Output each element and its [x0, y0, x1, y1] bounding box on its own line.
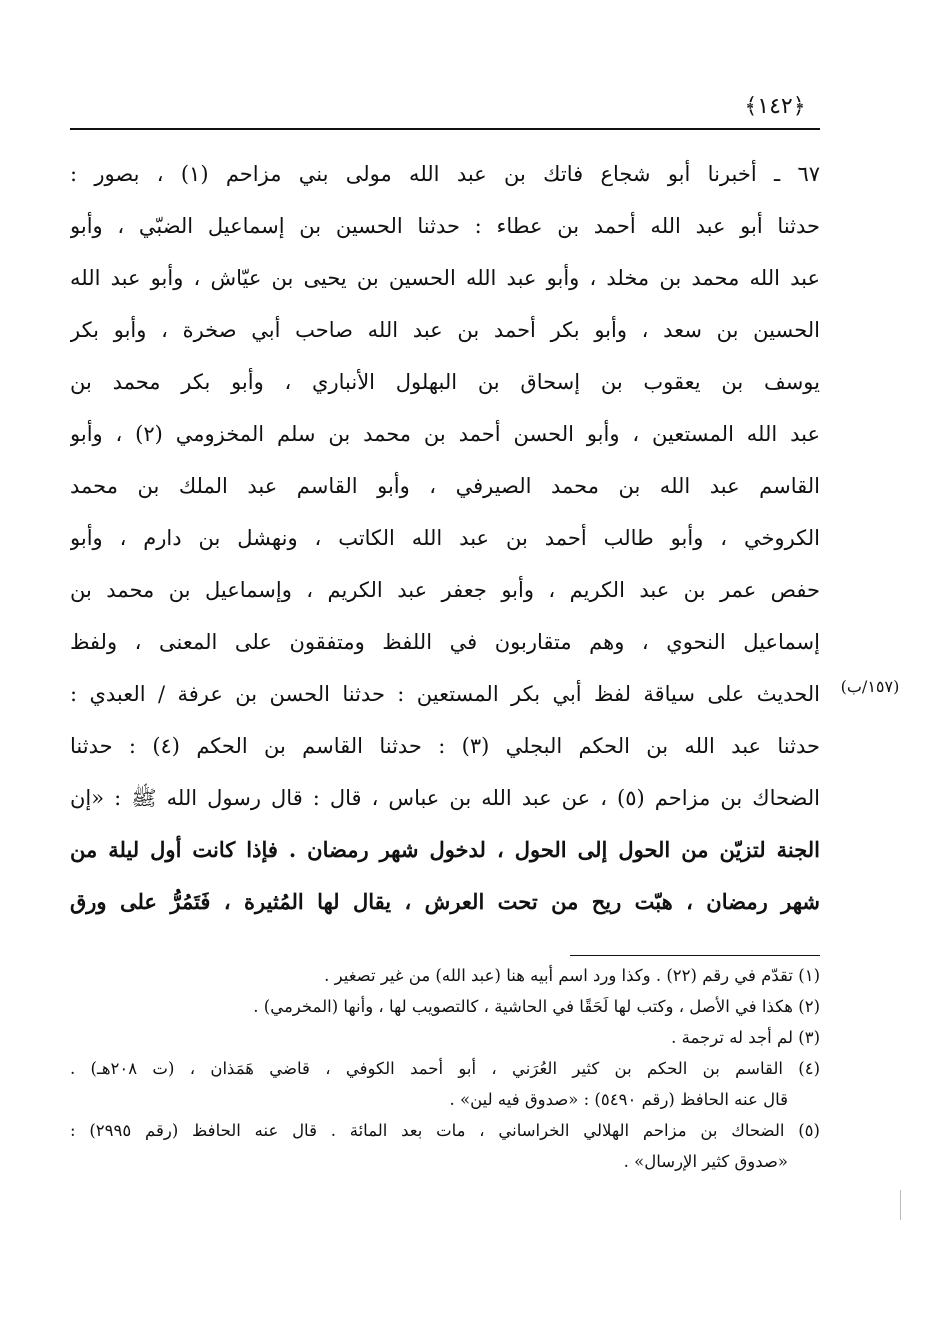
text-line: الحسين بن سعد ، وأبو بكر أحمد بن عبد الله صاحب أبي صخرة ، وأبو بكر [70, 318, 820, 342]
footnote: (٤) القاسم بن الحكم بن كثير العُرَني ، أبو أحمد الكوفي ، قاضي هَمَذان ، (ت ٢٠٨هـ) . [70, 1059, 820, 1078]
text-line: حدثنا عبد الله بن الحكم البجلي (٣) : حدثنا القاسم بن الحكم (٤) : حدثنا [70, 734, 820, 758]
header-rule [70, 128, 820, 130]
text-line: الضحاك بن مزاحم (٥) ، عن عبد الله بن عباس ، قال : قال رسول الله ﷺ : «إن [70, 786, 820, 810]
main-text [70, 148, 820, 928]
text-line: عبد الله المستعين ، وأبو الحسن أحمد بن محمد بن سلم المخزومي (٢) ، وأبو [70, 422, 820, 446]
text-line: عبد الله محمد بن مخلد ، وأبو عبد الله الحسين بن يحيى بن عيّاش ، وأبو عبد الله [70, 266, 820, 290]
text-line: القاسم عبد الله بن محمد الصيرفي ، وأبو القاسم عبد الملك بن محمد [70, 474, 820, 498]
text-line: ٦٧ ـ أخبرنا أبو شجاع فاتك بن عبد الله مولى بني مزاحم (١) ، بصور : [70, 162, 820, 186]
text-line: حدثنا أبو عبد الله أحمد بن عطاء : حدثنا الحسين بن إسماعيل الضبّي ، وأبو [70, 214, 820, 238]
footnote-continuation: «صدوق كثير الإرسال» . [623, 1152, 788, 1171]
footnote: (١) تقدّم في رقم (٢٢) . وكذا ورد اسم أبيه هنا (عبد الله) من غير تصغير . [324, 966, 820, 985]
hadith-text-line: الجنة لتزيّن من الحول إلى الحول ، لدخول شهر رمضان . فإذا كانت أول ليلة من [70, 837, 820, 862]
footnote-continuation: قال عنه الحافظ (رقم ٥٤٩٠) : «صدوق فيه لين» . [449, 1090, 788, 1109]
manuscript-folio-note: (١٥٧/ب) [840, 677, 900, 696]
footnote: (٣) لم أجد له ترجمة . [671, 1028, 820, 1047]
hadith-text-line: شهر رمضان ، هبّت ريح من تحت العرش ، يقال لها المُثيرة ، فَتَمُرُّ على ورق [70, 889, 820, 914]
text-line: يوسف بن يعقوب بن إسحاق بن البهلول الأنباري ، وأبو بكر محمد بن [70, 370, 820, 394]
footnote: (٥) الضحاك بن مزاحم الهلالي الخراساني ، مات بعد المائة . قال عنه الحافظ (رقم ٢٩٩٥) : [70, 1121, 820, 1140]
footnote: (٢) هكذا في الأصل ، وكتب لها لَحَقًا في الحاشية ، كالتصويب لها ، وأنها (المخرمي) . [253, 997, 820, 1016]
page-number: ﴿١٤٢﴾ [744, 94, 806, 119]
text-line: الكروخي ، وأبو طالب أحمد بن عبد الله الكاتب ، ونهشل بن دارم ، وأبو [70, 526, 820, 550]
text-line: حفص عمر بن عبد الكريم ، وأبو جعفر عبد الكريم ، وإسماعيل بن محمد بن [70, 578, 820, 602]
footnote-rule [570, 955, 820, 956]
scan-mark [900, 1190, 905, 1220]
text-line: إسماعيل النحوي ، وهم متقاربون في اللفظ ومتفقون على المعنى ، ولفظ [70, 630, 820, 654]
footnotes [70, 960, 820, 1177]
text-line: الحديث على سياقة لفظ أبي بكر المستعين : حدثنا الحسن بن عرفة / العبدي : [70, 682, 820, 706]
